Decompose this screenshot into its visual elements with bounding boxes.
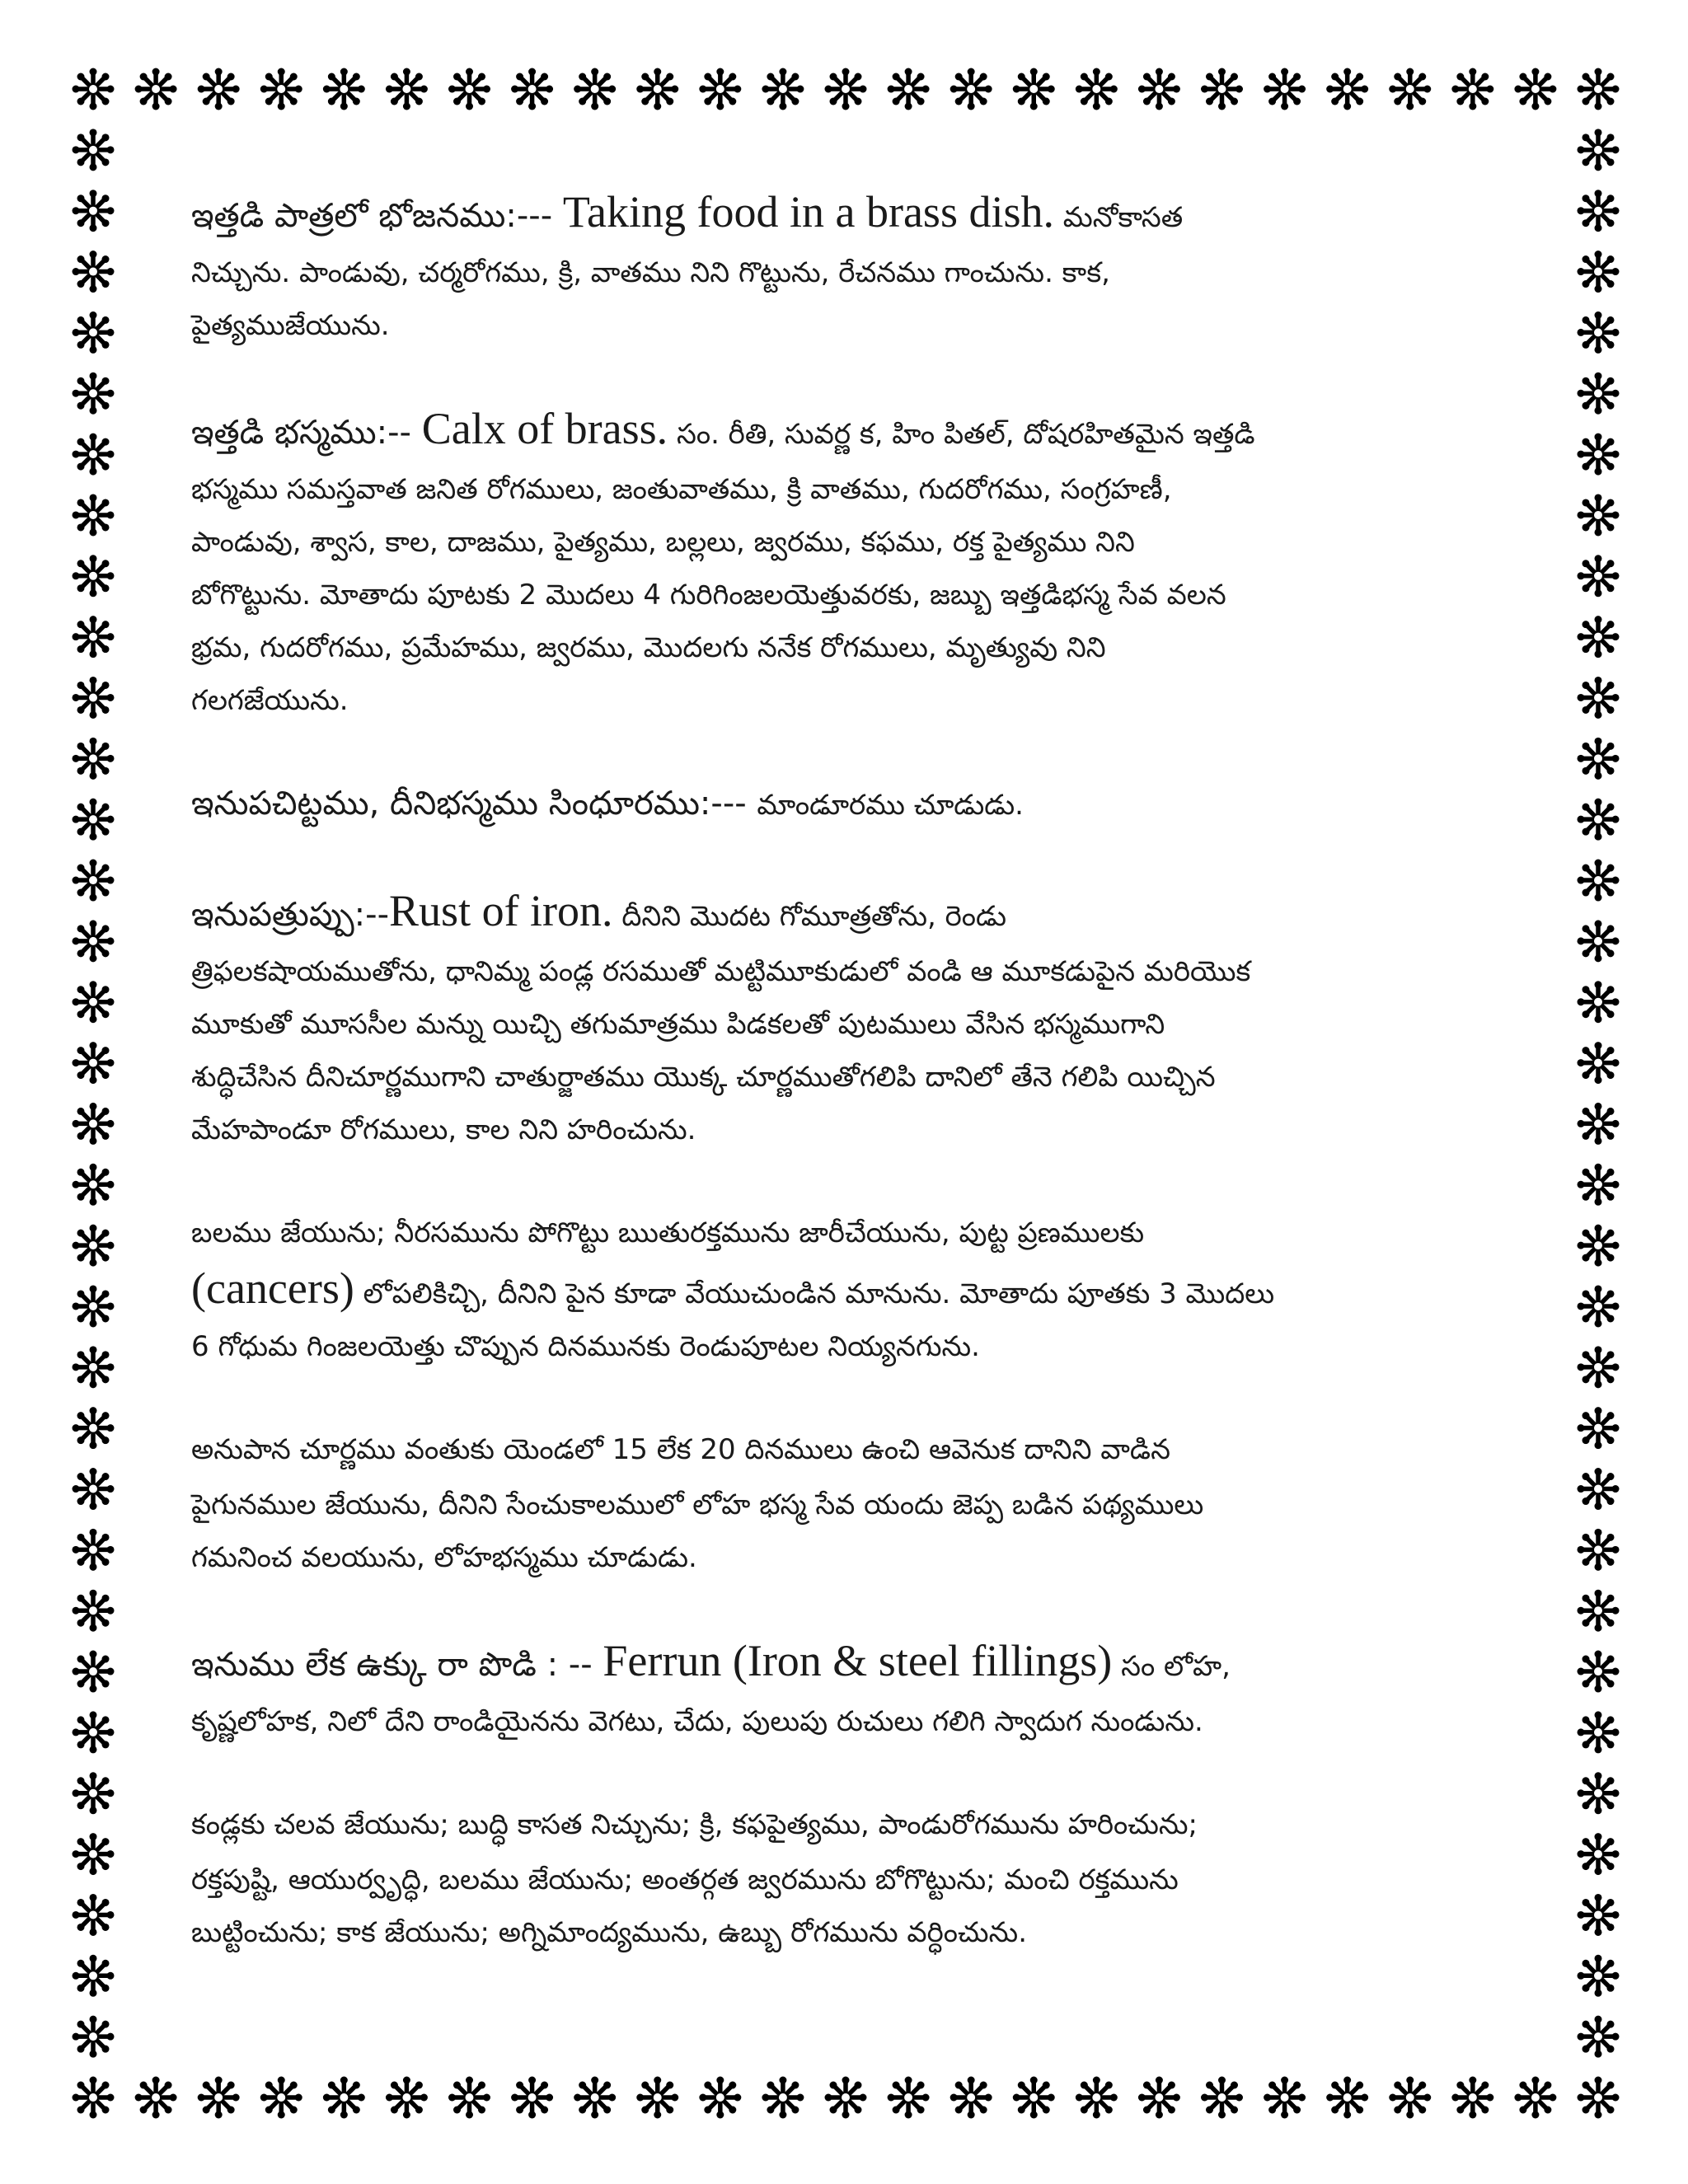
border-asterisk bbox=[762, 68, 804, 110]
border-asterisk bbox=[73, 738, 115, 780]
border-asterisk bbox=[636, 68, 678, 110]
text-line bbox=[191, 1698, 1502, 1750]
border-asterisk bbox=[1578, 1772, 1620, 1814]
entry-text: అనుపాన చూర్ణము వంతుకు యెండలో 15 లేక 20 దినములు ఉంచి ఆవెనుక దానిని వాడిన bbox=[191, 1433, 1170, 1466]
border-asterisk bbox=[1578, 1894, 1620, 1936]
entry-text: కృష్ణలోహక, నిలో దేని రాండియైనను వెగటు, చేదు, పులుపు రుచులు గలిగి స్వాదుగ నుండును. bbox=[191, 1705, 1203, 1738]
border-asterisk bbox=[73, 1468, 115, 1510]
text-line bbox=[191, 884, 1502, 948]
text-line bbox=[191, 1323, 1502, 1376]
border-asterisk bbox=[1578, 68, 1620, 110]
entry-text: పైత్యముజేయును. bbox=[191, 309, 390, 342]
entry-text: గమనించ వలయును, లోహభస్మము చూడుడు. bbox=[191, 1541, 697, 1574]
border-asterisk bbox=[73, 1042, 115, 1084]
border-asterisk bbox=[1578, 1651, 1620, 1693]
border-asterisk bbox=[511, 68, 553, 110]
border-asterisk bbox=[73, 2077, 115, 2119]
border-asterisk bbox=[73, 1285, 115, 1327]
border-asterisk bbox=[73, 434, 115, 476]
border-asterisk bbox=[73, 1955, 115, 1997]
border-asterisk bbox=[636, 2077, 678, 2119]
entry-heading-english: Ferrun (Iron & steel fillings) bbox=[603, 1636, 1113, 1685]
entry-heading-telugu: ఇనుపచిట్టము, దీనిభస్మము సింధూరము:--- bbox=[191, 785, 757, 823]
border-asterisk bbox=[1138, 2077, 1180, 2119]
border-asterisk bbox=[1578, 312, 1620, 354]
border-asterisk bbox=[950, 2077, 992, 2119]
border-asterisk bbox=[73, 555, 115, 597]
border-asterisk bbox=[73, 677, 115, 719]
border-asterisk bbox=[73, 1651, 115, 1693]
border-asterisk bbox=[73, 1894, 115, 1936]
border-asterisk bbox=[574, 2077, 616, 2119]
text-line bbox=[191, 1423, 1502, 1481]
border-asterisk bbox=[1326, 2077, 1368, 2119]
border-asterisk bbox=[198, 68, 240, 110]
border-asterisk bbox=[1578, 129, 1620, 171]
border-asterisk bbox=[1578, 1225, 1620, 1267]
border-asterisk bbox=[950, 68, 992, 110]
text-line bbox=[191, 1106, 1502, 1159]
dictionary-entry bbox=[191, 1207, 1502, 1376]
dictionary-entry bbox=[191, 1798, 1502, 1961]
border-asterisk bbox=[1013, 2077, 1055, 2119]
border-asterisk bbox=[825, 68, 867, 110]
border-asterisk bbox=[762, 2077, 804, 2119]
paragraph-gap bbox=[191, 729, 1502, 777]
paragraph-gap bbox=[191, 354, 1502, 402]
border-asterisk bbox=[1076, 68, 1118, 110]
border-asterisk bbox=[1578, 373, 1620, 415]
entry-text: బలము జేయును; నీరసమును పోగొట్టు ఋతురక్తమును జారీచేయును, పుట్ట ప్రణములకు bbox=[191, 1216, 1145, 1249]
border-asterisk bbox=[73, 1590, 115, 1632]
border-asterisk bbox=[1201, 2077, 1243, 2119]
border-asterisk bbox=[1451, 2077, 1493, 2119]
border-asterisk bbox=[73, 1164, 115, 1206]
border-asterisk bbox=[1578, 1407, 1620, 1449]
border-asterisk bbox=[1578, 1833, 1620, 1875]
border-asterisk bbox=[386, 68, 428, 110]
entry-text: సం. రీతి, సువర్ణ క, హిం పితల్, దోషరహితమైన ఇత్తడి bbox=[668, 418, 1255, 451]
entry-text: పాండువు, శ్వాస, కాల, దాజము, పైత్యము, బల్లలు, జ్వరము, కఫము, రక్త పైత్యము నిని bbox=[191, 526, 1135, 559]
dictionary-entry bbox=[191, 185, 1502, 354]
border-asterisk bbox=[73, 1225, 115, 1267]
border-asterisk bbox=[1138, 68, 1180, 110]
entry-heading-english: Rust of iron. bbox=[389, 886, 613, 935]
border-asterisk bbox=[73, 190, 115, 232]
border-asterisk bbox=[1578, 860, 1620, 902]
entry-heading-telugu: ఇనుపత్రుప్పు:-- bbox=[191, 896, 390, 934]
border-asterisk bbox=[1578, 799, 1620, 841]
text-line bbox=[191, 948, 1502, 1001]
border-asterisk bbox=[1264, 68, 1306, 110]
text-line bbox=[191, 624, 1502, 677]
border-asterisk bbox=[73, 251, 115, 293]
border-asterisk bbox=[386, 2077, 428, 2119]
entry-text: నిచ్చును. పాండువు, చర్మరోగము, క్రి, వాతము నిని గొట్టును, రేచనము గాంచును. కాక, bbox=[191, 256, 1110, 289]
border-asterisk bbox=[1578, 1711, 1620, 1753]
text-line bbox=[191, 249, 1502, 302]
border-asterisk bbox=[73, 1772, 115, 1814]
border-asterisk bbox=[1578, 981, 1620, 1023]
dictionary-entry bbox=[191, 1634, 1502, 1750]
dictionary-entry bbox=[191, 1423, 1502, 1586]
dictionary-entry bbox=[191, 402, 1502, 729]
border-asterisk bbox=[1578, 920, 1620, 962]
entry-heading-english: Calx of brass. bbox=[421, 404, 668, 453]
border-asterisk bbox=[574, 68, 616, 110]
text-line bbox=[191, 518, 1502, 571]
border-asterisk bbox=[1578, 251, 1620, 293]
paragraph-gap bbox=[191, 1376, 1502, 1423]
text-line bbox=[191, 777, 1502, 837]
border-asterisk bbox=[1264, 2077, 1306, 2119]
border-asterisk bbox=[135, 2077, 177, 2119]
document-body bbox=[191, 185, 1502, 1961]
border-asterisk bbox=[135, 68, 177, 110]
text-line bbox=[191, 185, 1502, 249]
border-asterisk bbox=[888, 68, 930, 110]
text-line bbox=[191, 1634, 1502, 1698]
entry-heading-english: Taking food in a brass dish. bbox=[562, 187, 1054, 237]
text-line bbox=[191, 1798, 1502, 1856]
text-line bbox=[191, 402, 1502, 466]
entry-text: బుట్టించును; కాక జేయును; అగ్నిమాంద్యమును, ఉబ్బు రోగమును వర్ధించును. bbox=[191, 1916, 1028, 1949]
entry-heading-telugu: ఇనుము లేక ఉక్కు రా పొడి : -- bbox=[191, 1646, 603, 1684]
border-asterisk bbox=[825, 2077, 867, 2119]
border-asterisk bbox=[1578, 1164, 1620, 1206]
border-asterisk bbox=[1514, 2077, 1556, 2119]
border-asterisk bbox=[699, 2077, 741, 2119]
border-asterisk bbox=[73, 920, 115, 962]
entry-text: శుద్ధిచేసిన దీనిచూర్ణముగాని చాతుర్జాతము యొక్క చూర్ణముతోగలిపి దానిలో తేనె గలిపి యిచ్చిన bbox=[191, 1061, 1216, 1094]
border-asterisk bbox=[73, 1529, 115, 1571]
paragraph-gap bbox=[191, 1159, 1502, 1207]
text-line bbox=[191, 1909, 1502, 1961]
dictionary-entry bbox=[191, 777, 1502, 837]
text-line bbox=[191, 1053, 1502, 1106]
entry-heading-telugu: ఇత్తడి భస్మము:-- bbox=[191, 414, 422, 452]
text-line bbox=[191, 1481, 1502, 1534]
border-asterisk bbox=[1326, 68, 1368, 110]
border-asterisk bbox=[73, 312, 115, 354]
entry-text: మనోకాసత bbox=[1053, 201, 1184, 234]
border-asterisk bbox=[73, 373, 115, 415]
entry-text: రక్తపుష్టి, ఆయుర్వృద్ధి, బలము జేయును; అంతర్గత జ్వరమును బోగొట్టును; మంచి రక్తమును bbox=[191, 1863, 1179, 1896]
paragraph-gap bbox=[191, 837, 1502, 884]
border-asterisk bbox=[73, 1711, 115, 1753]
border-asterisk bbox=[73, 2016, 115, 2058]
border-asterisk bbox=[1013, 68, 1055, 110]
text-line bbox=[191, 1264, 1502, 1323]
border-asterisk bbox=[73, 860, 115, 902]
border-asterisk bbox=[1578, 1346, 1620, 1388]
border-asterisk bbox=[323, 68, 365, 110]
entry-text: భస్మము సమస్తవాత జనిత రోగములు, జంతువాతము, క్రి వాతము, గుదరోగము, సంగ్రహణీ, bbox=[191, 473, 1172, 506]
border-asterisk bbox=[1578, 2077, 1620, 2119]
border-asterisk bbox=[260, 2077, 302, 2119]
border-asterisk bbox=[448, 68, 490, 110]
border-asterisk bbox=[73, 1346, 115, 1388]
text-line bbox=[191, 677, 1502, 729]
border-asterisk bbox=[73, 1833, 115, 1875]
entry-text: దీనిని మొదట గోమూత్రతోను, రెండు bbox=[612, 900, 1006, 933]
border-asterisk bbox=[1578, 738, 1620, 780]
border-asterisk bbox=[1578, 1042, 1620, 1084]
entry-text: కండ్లకు చలవ జేయును; బుద్ధి కాసత నిచ్చును; క్రి, కఫపైత్యము, పాండురోగమును హరించును; bbox=[191, 1808, 1198, 1841]
border-asterisk bbox=[888, 2077, 930, 2119]
border-asterisk bbox=[1578, 616, 1620, 658]
entry-heading-english: (cancers) bbox=[191, 1263, 354, 1313]
border-asterisk bbox=[73, 68, 115, 110]
text-line bbox=[191, 571, 1502, 624]
text-line bbox=[191, 466, 1502, 518]
paragraph-gap bbox=[191, 1750, 1502, 1798]
border-asterisk bbox=[73, 494, 115, 536]
border-asterisk bbox=[198, 2077, 240, 2119]
entry-text: భ్రమ, గుదరోగము, ప్రమేహము, జ్వరము, మొదలగు ననేక రోగములు, మృత్యువు నిని bbox=[191, 631, 1106, 664]
border-asterisk bbox=[1578, 1468, 1620, 1510]
border-asterisk bbox=[1578, 1529, 1620, 1571]
entry-text: బోగొట్టును. మోతాదు పూటకు 2 మొదలు 4 గురిగింజలయెత్తువరకు, జబ్బు ఇత్తడిభస్మ సేవ వలన bbox=[191, 579, 1226, 612]
border-asterisk bbox=[73, 1407, 115, 1449]
entry-text: మాండూరము చూడుడు. bbox=[757, 789, 1024, 822]
border-asterisk bbox=[1578, 555, 1620, 597]
entry-text: సం లోహ, bbox=[1112, 1650, 1231, 1683]
entry-text: మేహపాండూ రోగములు, కాల నిని హరించును. bbox=[191, 1113, 696, 1146]
entry-text: పైగునముల జేయును, దీనిని సేంచుకాలములో లోహ భస్మ సేవ యందు జెప్ప బడిన పథ్యములు bbox=[191, 1488, 1204, 1521]
entry-text: 6 గోధుమ గింజలయెత్తు చొప్పున దినమునకు రెండుపూటల నియ్యనగును. bbox=[191, 1330, 980, 1363]
border-asterisk bbox=[1578, 494, 1620, 536]
text-line bbox=[191, 1856, 1502, 1909]
border-asterisk bbox=[1201, 68, 1243, 110]
border-asterisk bbox=[511, 2077, 553, 2119]
border-asterisk bbox=[1578, 1103, 1620, 1145]
border-asterisk bbox=[1578, 434, 1620, 476]
border-asterisk bbox=[1578, 1285, 1620, 1327]
paragraph-gap bbox=[191, 1586, 1502, 1634]
border-asterisk bbox=[73, 799, 115, 841]
border-asterisk bbox=[448, 2077, 490, 2119]
entry-text: లోపలికిచ్చి, దీనిని పైన కూడా వేయుచుండిన మానును. మోతాదు పూతకు 3 మొదలు bbox=[354, 1277, 1275, 1310]
border-asterisk bbox=[1514, 68, 1556, 110]
border-asterisk bbox=[1451, 68, 1493, 110]
dictionary-entry bbox=[191, 884, 1502, 1159]
border-asterisk bbox=[1578, 190, 1620, 232]
border-asterisk bbox=[1076, 2077, 1118, 2119]
border-asterisk bbox=[1578, 677, 1620, 719]
entry-text: త్రిఫలకషాయముతోను, ధానిమ్మ పండ్ల రసముతో మట్టిమూకుడులో వండి ఆ మూకడుపైన మరియొక bbox=[191, 955, 1251, 988]
border-asterisk bbox=[73, 981, 115, 1023]
text-line bbox=[191, 1207, 1502, 1264]
text-line bbox=[191, 1001, 1502, 1053]
text-line bbox=[191, 302, 1502, 354]
border-asterisk bbox=[1578, 1955, 1620, 1997]
border-asterisk bbox=[1389, 68, 1431, 110]
text-line bbox=[191, 1534, 1502, 1586]
entry-text: మూకుతో మూససీల మన్ను యిచ్చి తగుమాత్రము పిడకలతో పుటములు వేసిన భస్మముగాని bbox=[191, 1008, 1165, 1041]
border-asterisk bbox=[323, 2077, 365, 2119]
border-asterisk bbox=[699, 68, 741, 110]
border-asterisk bbox=[73, 616, 115, 658]
border-asterisk bbox=[1578, 1590, 1620, 1632]
entry-text: గలగజేయును. bbox=[191, 684, 349, 717]
border-asterisk bbox=[73, 129, 115, 171]
border-asterisk bbox=[1578, 2016, 1620, 2058]
entry-heading-telugu: ఇత్తడి పాత్రలో భోజనము:--- bbox=[191, 197, 563, 235]
border-asterisk bbox=[73, 1103, 115, 1145]
border-asterisk bbox=[1389, 2077, 1431, 2119]
border-asterisk bbox=[260, 68, 302, 110]
